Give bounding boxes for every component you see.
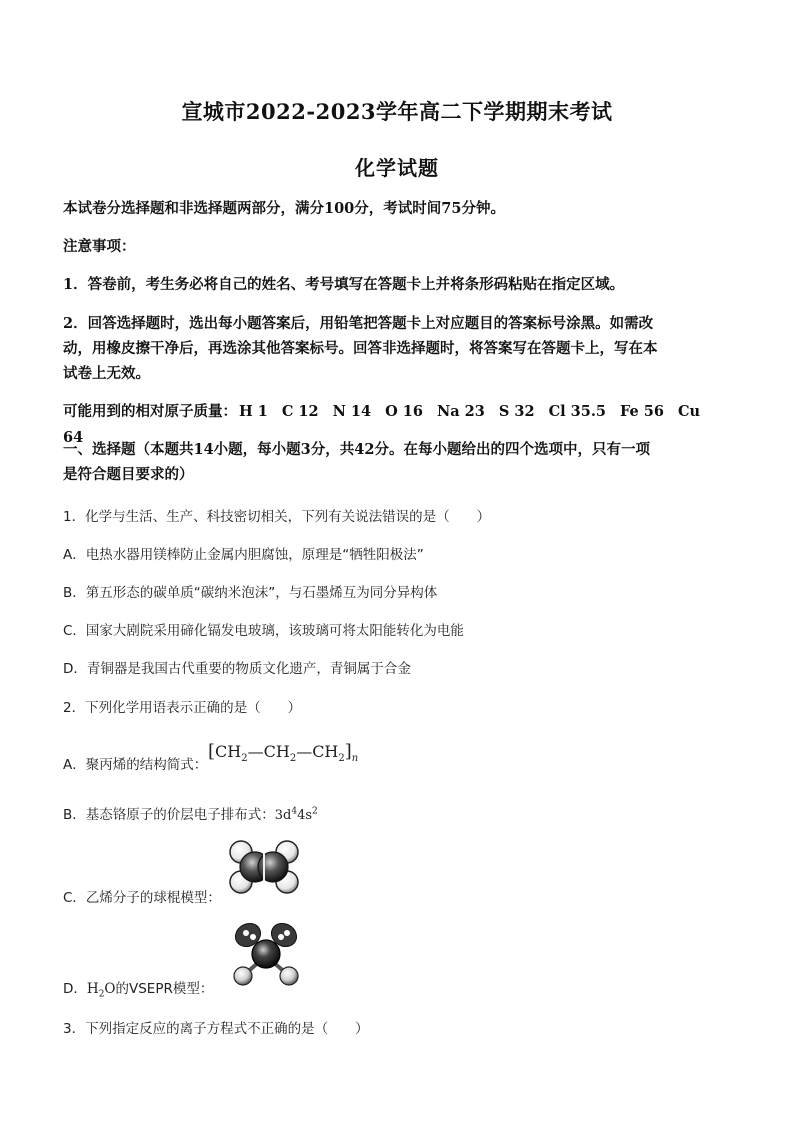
mass-o: O 16 (385, 403, 423, 420)
chromium-config (275, 808, 318, 823)
q2-option-a: A．聚丙烯的结构简式： (63, 757, 208, 773)
intro-text: 本试卷分选择题和非选择题两部分，满分100分，考试时间75分钟。 (63, 200, 505, 217)
formula-ch-1: CH (215, 742, 242, 761)
formula-sub-1: 2 (241, 753, 248, 765)
water-sub: 2 (98, 989, 105, 1000)
q1-option-d: D．青铜器是我国古代重要的物质文化遗产，青铜属于合金 (63, 661, 411, 677)
q2-option-d-rest: 的VSEPR模型： (115, 981, 214, 997)
formula-dash-1: — (247, 742, 264, 761)
q1-option-c: C．国家大剧院采用碲化镉发电玻璃，该玻璃可将太阳能转化为电能 (63, 623, 464, 639)
water-formula (86, 981, 116, 1000)
formula-n: n (351, 753, 359, 765)
mass-na: Na 23 (436, 403, 485, 420)
water-o: O (104, 981, 116, 997)
q2-option-d-prefix: D． (63, 981, 87, 997)
mass-s: S 32 (498, 403, 535, 420)
formula-close-bracket: ] (344, 741, 352, 762)
page-title: 宣城市2022-2023学年高二下学期期末考试 (181, 99, 613, 124)
section-heading-line-2: 是符合题目要求的） (63, 466, 194, 483)
mass-h: H 1 (239, 403, 268, 420)
mass-cu: Cu 64 (63, 403, 701, 446)
mass-cl: Cl 35.5 (548, 403, 606, 420)
atomic-masses-label: 可能用到的相对原子质量： (63, 403, 237, 420)
formula-open-bracket: [ (208, 741, 216, 762)
q1-option-b: B．第五形态的碳单质“碳纳米泡沫”，与石墨烯互为同分异构体 (63, 585, 438, 601)
config-sup-4: 4 (291, 806, 298, 817)
water-vsepr-model-image (229, 918, 303, 990)
page-subtitle: 化学试题 (355, 156, 439, 180)
q3-stem: 3．下列指定反应的离子方程式不正确的是（ ） (63, 1021, 369, 1037)
q1-stem: 1．化学与生活、生产、科技密切相关，下列有关说法错误的是（ ） (63, 509, 491, 525)
config-4s: 4s (297, 808, 313, 823)
mass-c: C 12 (281, 403, 319, 420)
formula-ch-3: CH (312, 742, 339, 761)
note-2-line-3: 试卷上无效。 (63, 365, 150, 382)
q2-option-b-label: B．基态铬原子的价层电子排布式： (63, 807, 275, 823)
config-sup-2: 2 (312, 806, 318, 817)
q2-option-b (63, 803, 318, 823)
ethylene-model-image (227, 836, 301, 898)
q2-option-d (63, 977, 213, 1000)
formula-sub-3: 2 (338, 753, 345, 765)
config-3d: 3d (274, 808, 292, 823)
mass-n: N 14 (332, 403, 372, 420)
mass-fe: Fe 56 (619, 403, 664, 420)
formula-dash-2: — (296, 742, 313, 761)
q2-option-c: C．乙烯分子的球棍模型： (63, 890, 221, 906)
q2-stem: 2．下列化学用语表示正确的是（ ） (63, 700, 302, 716)
notes-heading: 注意事项： (63, 238, 136, 255)
note-1: 1．答卷前，考生务必将自己的姓名、考号填写在答题卡上并将条形码粘贴在指定区域。 (63, 276, 625, 293)
q1-option-a: A．电热水器用镁棒防止金属内胆腐蚀，原理是“牺牲阳极法” (63, 547, 424, 563)
water-h: H (86, 981, 99, 997)
formula-sub-2: 2 (289, 753, 297, 765)
formula-ch-2: CH (263, 742, 290, 761)
polymer-formula (208, 741, 358, 764)
section-heading-line-1: 一、选择题（本题共14小题，每小题3分，共42分。在每小题给出的四个选项中，只有一项 (63, 441, 650, 458)
note-2-line-1: 2．回答选择题时，选出每小题答案后，用铅笔把答题卡上对应题目的答案标号涂黑。如需改 (63, 315, 654, 332)
note-2-line-2: 动，用橡皮擦干净后，再选涂其他答案标号。回答非选择题时，将答案写在答题卡上，写在本 (63, 340, 658, 357)
